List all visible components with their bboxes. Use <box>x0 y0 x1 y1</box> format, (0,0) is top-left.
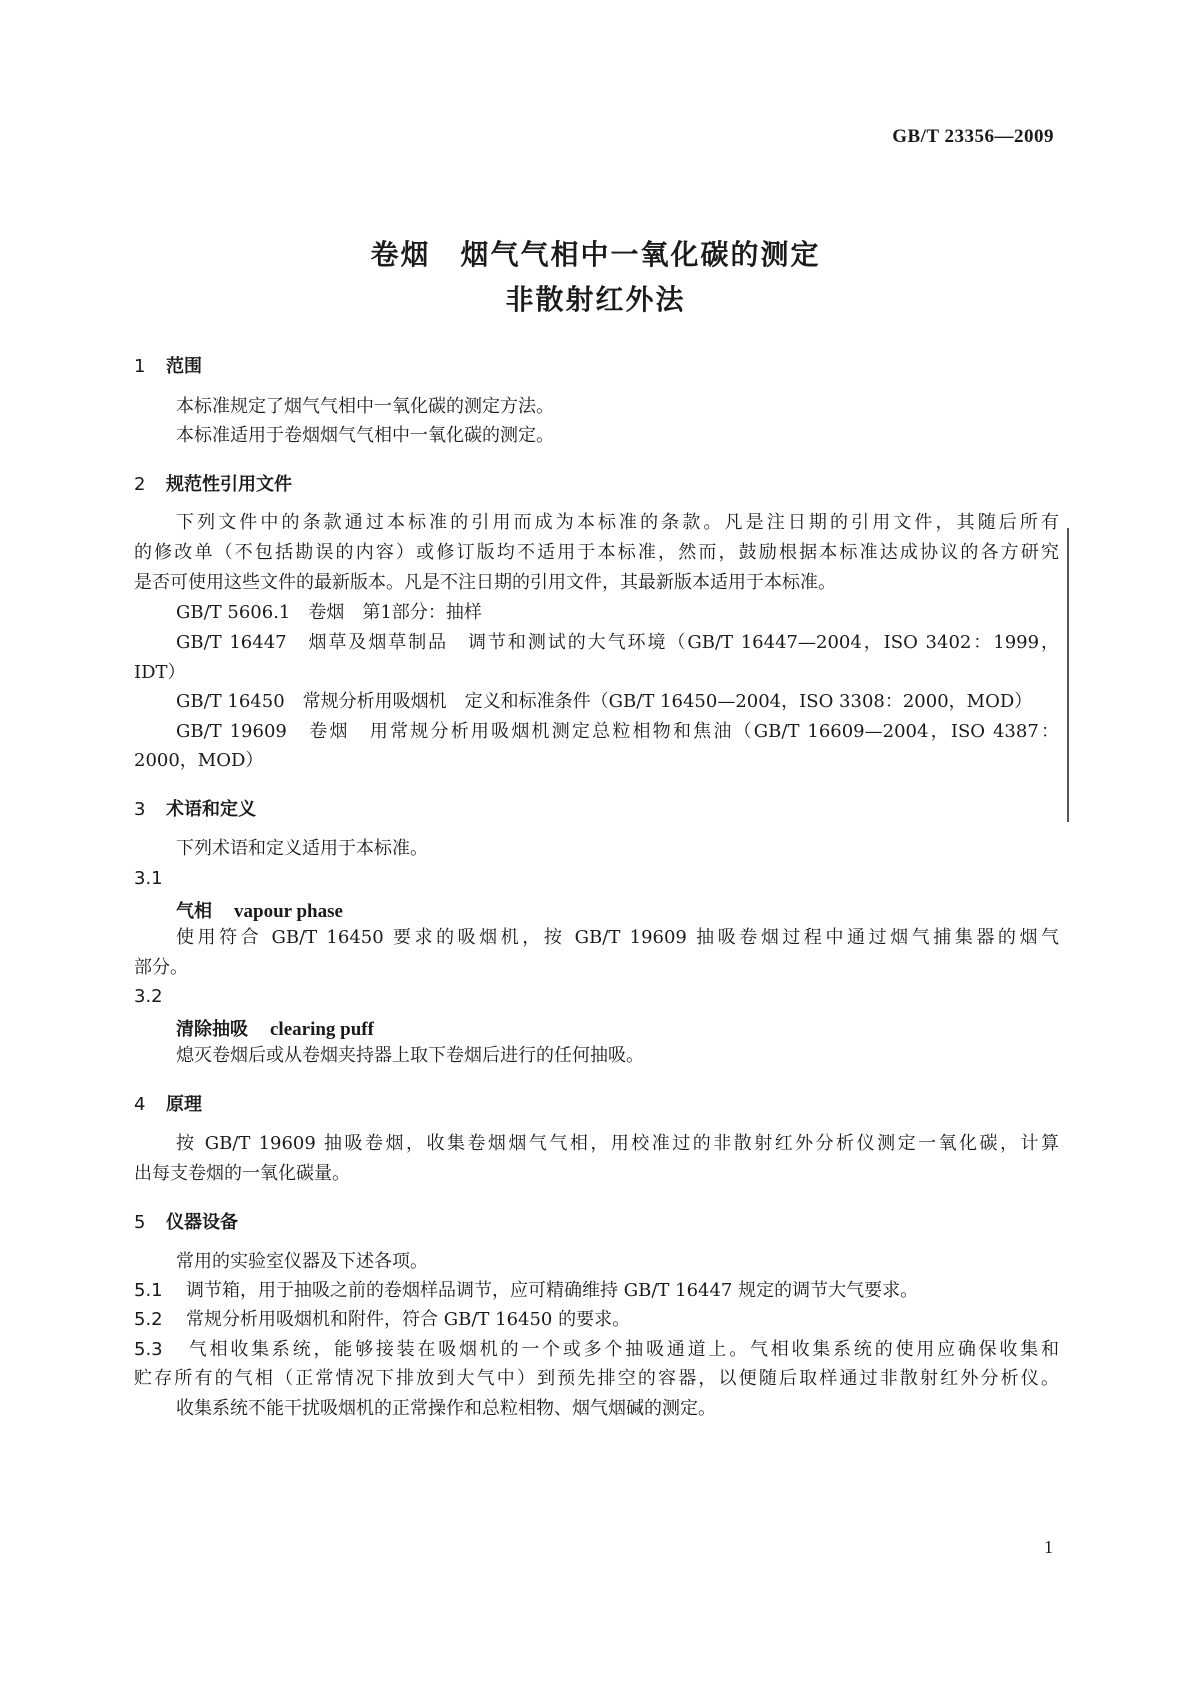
section-title: 规范性引用文件 <box>166 474 292 495</box>
section-title: 范围 <box>166 356 202 377</box>
reference-item-continued: 2000，MOD） <box>134 750 264 771</box>
term-zh: 清除抽吸 <box>176 1019 248 1040</box>
document-subtitle: 非散射红外法 <box>505 283 686 316</box>
section-number: 1 <box>134 356 146 377</box>
clause-number: 3.2 <box>134 986 163 1007</box>
section-title: 原理 <box>166 1094 202 1115</box>
clause-number: 3.1 <box>134 868 163 889</box>
term-entry <box>176 897 343 923</box>
paragraph-line: 下列术语和定义适用于本标准。 <box>176 838 428 859</box>
section-heading-4 <box>134 1090 202 1116</box>
definition-line: 部分。 <box>134 957 188 978</box>
list-item <box>134 1309 1059 1331</box>
term-en: vapour phase <box>234 901 343 922</box>
item-number: 5.3 <box>134 1339 163 1360</box>
paragraph-line: 收集系统不能干扰吸烟机的正常操作和总粒相物、烟气烟碱的测定。 <box>176 1398 716 1419</box>
item-text: 调节箱，用于抽吸之前的卷烟样品调节，应可精确维持 GB/T 16447 规定的调节大气要求。 <box>186 1280 919 1301</box>
paragraph-line: 下列文件中的条款通过本标准的引用而成为本标准的条款。凡是注日期的引用文件，其随后所有 <box>176 512 1059 533</box>
definition-line: 熄灭卷烟后或从卷烟夹持器上取下卷烟后进行的任何抽吸。 <box>176 1045 644 1066</box>
section-heading-2 <box>134 470 292 496</box>
section-heading-3 <box>134 795 256 821</box>
section-title: 仪器设备 <box>166 1212 238 1233</box>
item-number: 5.1 <box>134 1280 163 1301</box>
definition-line: 使用符合 GB/T 16450 要求的吸烟机，按 GB/T 19609 抽吸卷烟过程中通过烟气捕集器的烟气 <box>176 927 1059 948</box>
item-text: 气相收集系统，能够接装在吸烟机的一个或多个抽吸通道上。气相收集系统的使用应确保收集和 <box>186 1339 1059 1360</box>
paragraph-line: 常用的实验室仪器及下述各项。 <box>176 1251 428 1272</box>
reference-item-continued: IDT） <box>134 662 186 683</box>
paragraph-line: 本标准适用于卷烟烟气气相中一氧化碳的测定。 <box>176 425 554 446</box>
item-text: 常规分析用吸烟机和附件，符合 GB/T 16450 的要求。 <box>186 1309 631 1330</box>
paragraph-line: 按 GB/T 19609 抽吸卷烟，收集卷烟烟气气相，用校准过的非散射红外分析仪测定一氧化碳，计算 <box>176 1133 1059 1154</box>
section-heading-1 <box>134 352 202 378</box>
page-number: 1 <box>1044 1537 1053 1557</box>
term-en: clearing puff <box>270 1019 374 1040</box>
reference-item: GB/T 19609 卷烟 用常规分析用吸烟机测定总粒相物和焦油（GB/T 16609—2004，ISO 4387： <box>176 721 1059 742</box>
paragraph-line: 的修改单（不包括勘误的内容）或修订版均不适用于本标准，然而，鼓励根据本标准达成协议的各方研究 <box>134 542 1059 563</box>
paragraph-line: 本标准规定了烟气气相中一氧化碳的测定方法。 <box>176 396 554 417</box>
section-number: 2 <box>134 474 146 495</box>
standard-code: GB/T 23356—2009 <box>892 126 1054 147</box>
section-number: 4 <box>134 1094 146 1115</box>
term-entry <box>176 1015 374 1041</box>
section-heading-5 <box>134 1208 238 1234</box>
paragraph-line: 出每支卷烟的一氧化碳量。 <box>134 1163 350 1184</box>
item-number: 5.2 <box>134 1309 163 1330</box>
reference-item: GB/T 5606.1 卷烟 第1部分：抽样 <box>176 602 482 623</box>
list-item <box>134 1280 1059 1302</box>
revision-bar <box>1067 528 1069 822</box>
document-title: 卷烟 烟气气相中一氧化碳的测定 <box>370 238 821 271</box>
paragraph-line: 贮存所有的气相（正常情况下排放到大气中）到预先排空的容器，以便随后取样通过非散射红外分析仪。 <box>134 1368 1059 1389</box>
reference-item: GB/T 16450 常规分析用吸烟机 定义和标准条件（GB/T 16450—2004，ISO 3308：2000，MOD） <box>176 691 1033 712</box>
section-number: 3 <box>134 799 146 820</box>
section-number: 5 <box>134 1212 146 1233</box>
paragraph-line: 是否可使用这些文件的最新版本。凡是不注日期的引用文件，其最新版本适用于本标准。 <box>134 572 836 593</box>
reference-item: GB/T 16447 烟草及烟草制品 调节和测试的大气环境（GB/T 16447—2004，ISO 3402：1999， <box>176 632 1059 653</box>
list-item <box>134 1339 1059 1361</box>
section-title: 术语和定义 <box>166 799 256 820</box>
term-zh: 气相 <box>176 901 212 922</box>
